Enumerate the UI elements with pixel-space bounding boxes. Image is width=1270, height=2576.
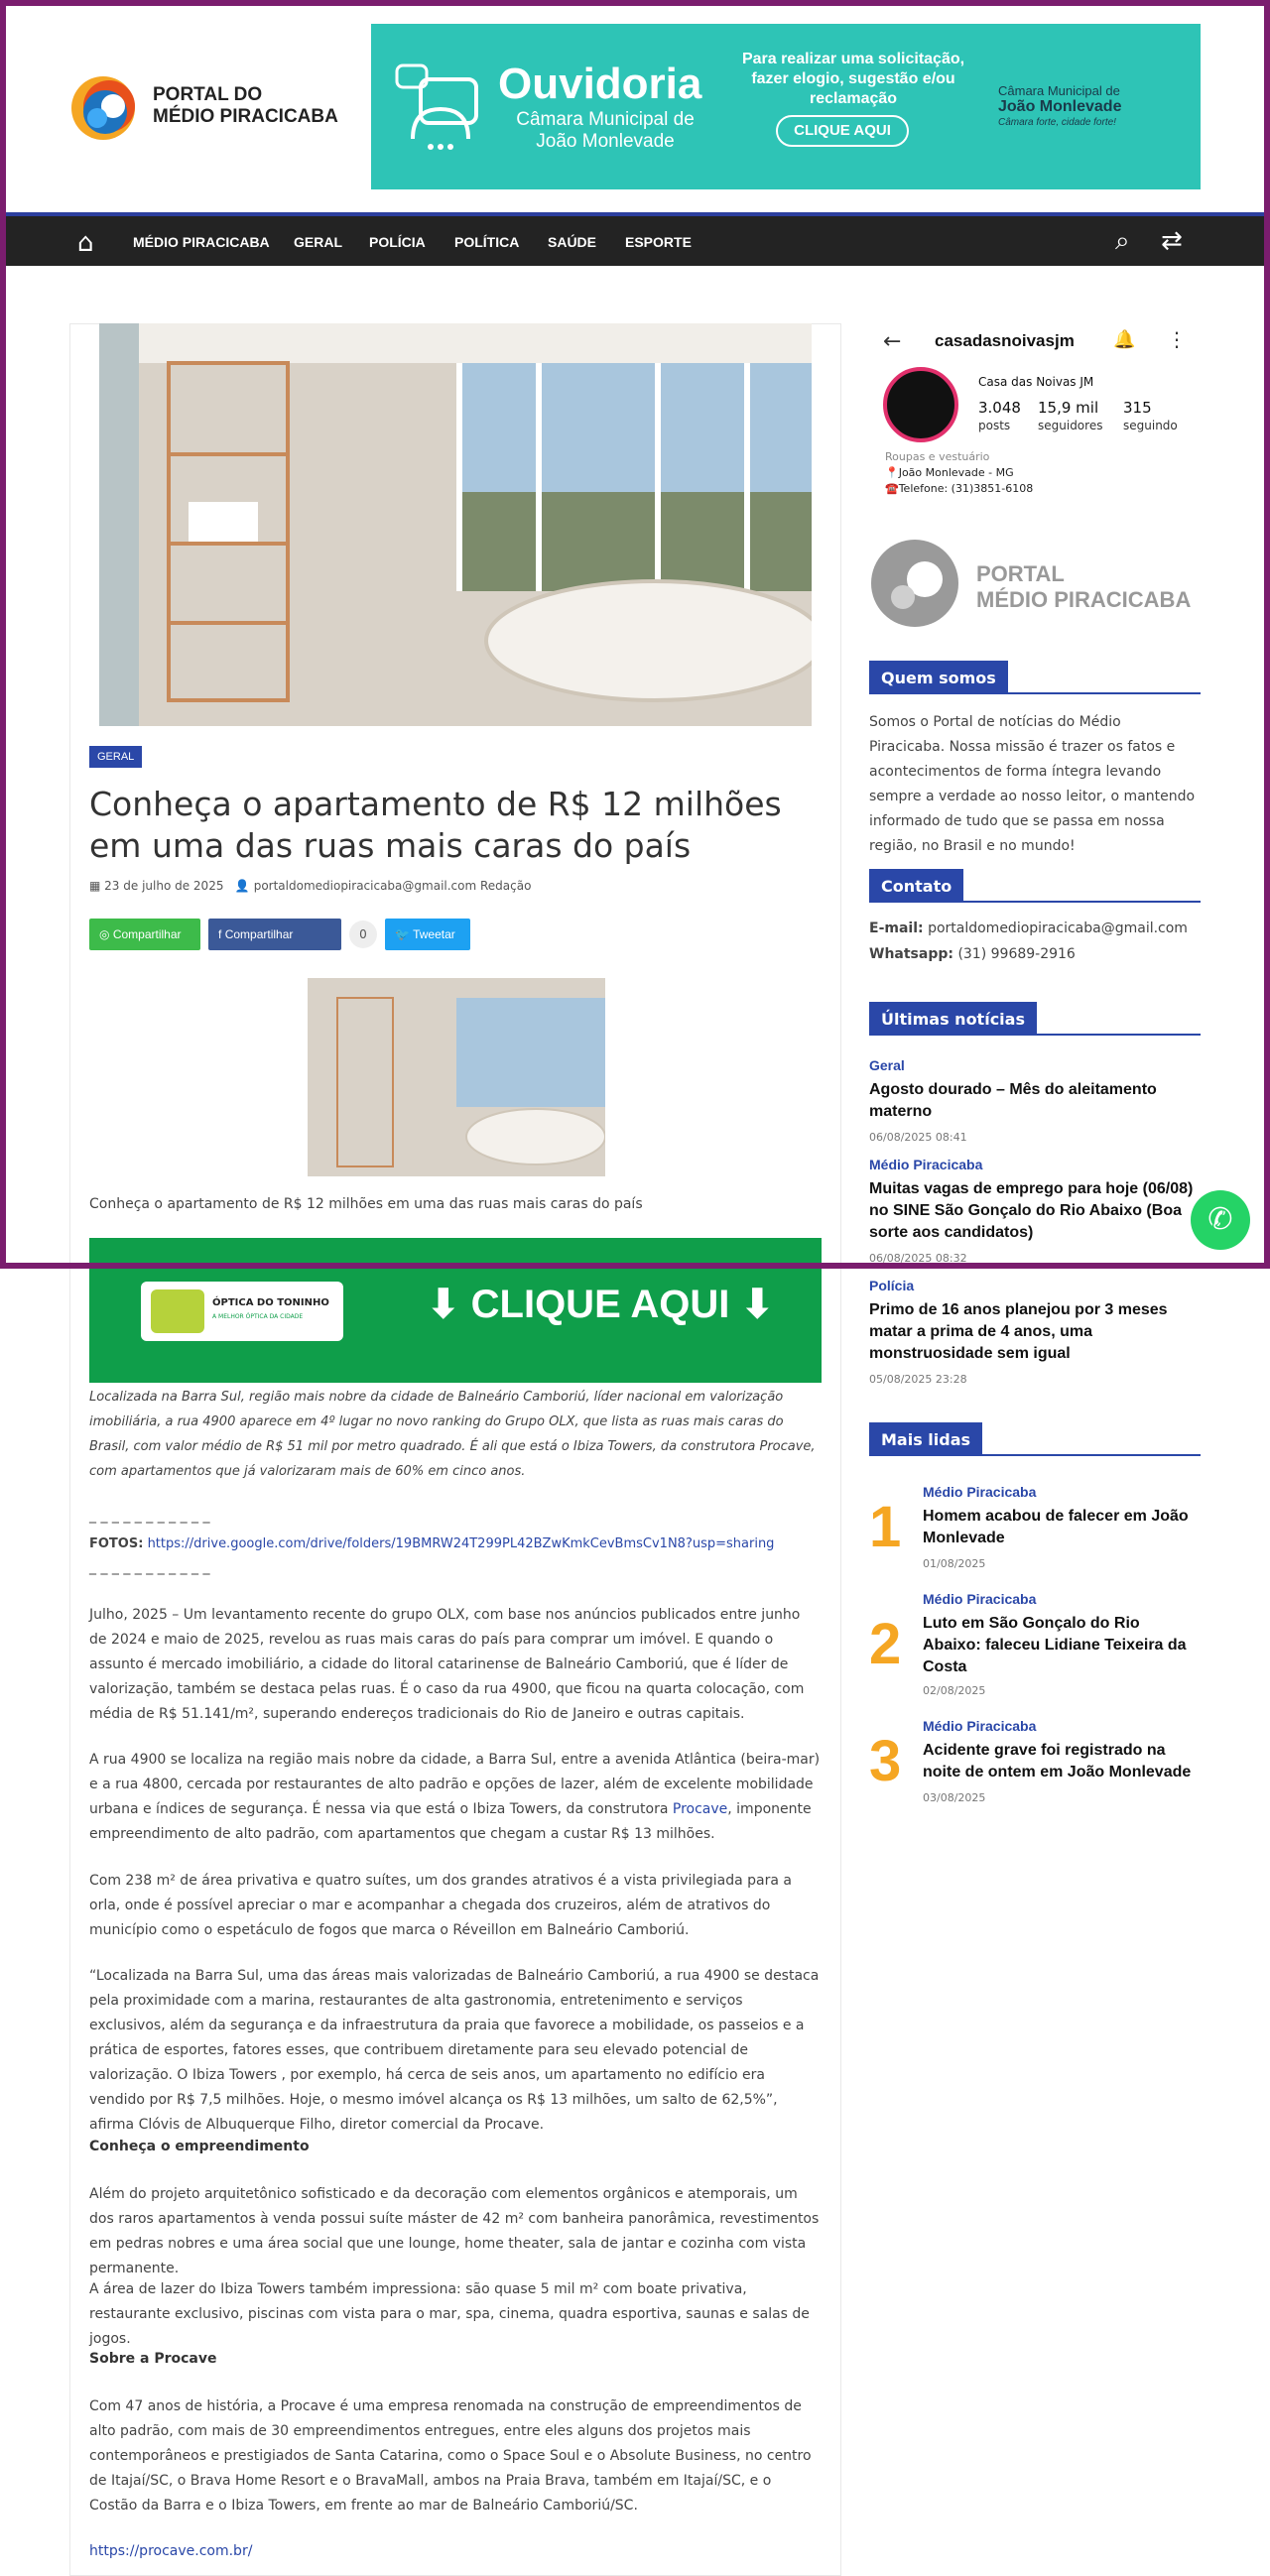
camara-line-1: Câmara Municipal de [998, 83, 1120, 98]
image-caption: Conheça o apartamento de R$ 12 milhões em uma das ruas mais caras do país [89, 1196, 643, 1212]
whatsapp-float-button[interactable] [1191, 1190, 1250, 1250]
most-read-title[interactable]: Luto em São Gonçalo do Rio Abaixo: faleceu Lidiane Teixeira da Costa [923, 1615, 1187, 1675]
quem-somos-title: Quem somos [869, 661, 1008, 694]
banner-cta-button[interactable]: CLIQUE AQUI [776, 115, 909, 147]
contato-whats-line [869, 946, 1076, 962]
article-meta [89, 879, 531, 893]
dashes-top: _ _ _ _ _ _ _ _ _ _ _ [89, 1508, 210, 1524]
insta-avatar[interactable] [883, 367, 958, 442]
twitter-share-button[interactable] [385, 919, 470, 950]
site-logo[interactable] [67, 63, 345, 149]
most-read-date: 03/08/2025 [923, 1791, 986, 1804]
latest-category[interactable]: Médio Piracicaba [869, 1157, 983, 1172]
insta-name: Casa das Noivas JM [978, 375, 1094, 389]
logo-line-1: PORTAL DO [153, 84, 263, 105]
logo-line-2: MÉDIO PIRACICABA [153, 106, 338, 127]
paragraph-3: Com 238 m² de área privativa e quatro suítes, um dos grandes atrativos é a vista privilegiada para a orla, onde é possível apreciar o mar e acompanhar a chegada dos cruzeiros, além de atrativos do município como o espetáculo de fogos que marca o Réveillon em Balneário Camboriú. [89, 1873, 792, 1938]
insta-category: Roupas e vestuário [885, 450, 990, 463]
insta-location: 📍João Monlevade - MG [885, 466, 1014, 479]
latest-date: 06/08/2025 08:41 [869, 1131, 967, 1144]
paragraph-2 [89, 1748, 822, 1847]
whatsapp-icon: ◎ [99, 927, 110, 941]
insta-posts: 3.048 [978, 399, 1021, 417]
whatsapp-float-icon: ✆ [1207, 1202, 1233, 1237]
insta-username[interactable]: casadasnoivasjm [935, 331, 1075, 350]
shuffle-icon[interactable]: ⇄ [1161, 226, 1183, 256]
rank-number: 1 [869, 1495, 902, 1559]
whatsapp-share-button[interactable] [89, 919, 200, 950]
paragraph-1: Julho, 2025 – Um levantamento recente do grupo OLX, com base nos anúncios publicados entre junho de 2024 e maio de 2025, revelou as ruas mais caras do país para comprar um imóvel. E quando o assunto é mercado imobiliário, a cidade do litoral catarinense de Balneário Camboriú, que é líder de valorização, também se destaca pelas ruas. É o caso da rua 4900, que ficou na quarta colocação, com média de R$ 51.141/m², superando endereços tradicionais do Rio de Janeiro e outras capitais. [89, 1607, 805, 1722]
banner-subtitle: Câmara Municipal de João Monlevade [516, 109, 695, 152]
insta-followers: 15,9 mil [1038, 399, 1099, 417]
sidebar-logo-line-1: PORTAL [976, 561, 1065, 586]
quem-somos-text: Somos o Portal de notícias do Médio Piracicaba. Nossa missão é trazer os fatos e acontecimentos de forma íntegra levando sempre a verdade ao nosso leitor, o mantendo informado de tudo que se passa em nossa região, no Brasil e no mundo! [869, 714, 1196, 854]
camara-line-2: João Monlevade [998, 98, 1122, 115]
share-bar [89, 919, 470, 950]
insta-followers-label: seguidores [1038, 419, 1103, 432]
contato-title: Contato [869, 869, 963, 903]
procave-link[interactable]: Procave [672, 1801, 728, 1817]
heading-procave: Sobre a Procave [89, 2351, 217, 2367]
nav-item-medio-piracicaba[interactable]: MÉDIO PIRACICABA [133, 234, 270, 250]
nav-item-politica[interactable]: POLÍTICA [454, 234, 520, 250]
facebook-share-label: Compartilhar [224, 927, 294, 941]
latest-title[interactable]: Muitas vagas de emprego para hoje (06/08) no SINE São Gonçalo do Rio Abaixo (Boa sorte aos candidatos) [869, 1180, 1194, 1241]
photos-label: FOTOS: [89, 1536, 144, 1551]
email-value[interactable]: portaldomediopiracicaba@gmail.com [928, 920, 1188, 936]
otica-brand-tag: A MELHOR ÓPTICA DA CIDADE [212, 1313, 304, 1320]
instagram-widget [869, 323, 1201, 512]
nav-item-saude[interactable]: SAÚDE [548, 234, 597, 250]
facebook-icon: f [218, 927, 222, 941]
search-icon[interactable]: ⌕ [1115, 226, 1130, 256]
latest-date: 05/08/2025 23:28 [869, 1373, 967, 1386]
paragraph-4: “Localizada na Barra Sul, uma das áreas mais valorizadas de Balneário Camboriú, a rua 4900 se destaca pela proximidade com a marina, restaurantes de alta gastronomia, entretenimento e serviços exclusivos, além da segurança e da infraestrutura da praia que favorece a mobilidade, os passeios e a prática de esportes, fatores esses, que contribuem diretamente para seu elevado potencial de valorização. O Ibiza Towers , por exemplo, há cerca de seis anos, um apartamento no edifício era vendido por R$ 7,5 milhões. Hoje, o mesmo imóvel alcança os R$ 13 milhões, um salto de 62,5%”, afirma Clóvis de Albuquerque Filho, diretor comercial da Procave. [89, 1968, 820, 2133]
latest-category[interactable]: Polícia [869, 1278, 915, 1293]
ultimas-header [869, 1002, 1201, 1036]
whats-value[interactable]: (31) 99689-2916 [957, 946, 1076, 962]
contato-header [869, 869, 1201, 903]
photos-link[interactable]: https://drive.google.com/drive/folders/19BMRW24T299PL42BZwKmkCevBmsCv1N8?usp=sharing [147, 1536, 775, 1551]
share-count: 0 [349, 920, 377, 948]
rank-number: 3 [869, 1729, 902, 1793]
paragraph-5: Além do projeto arquitetônico sofisticado e da decoração com elementos orgânicos e atemporais, um dos raros apartamentos à venda possui suíte máster de 42 m² com banheira panorâmica, revestimentos em pedras nobres e uma área social que une lounge, home theater, sala de jantar e cozinha com vista permanente. [89, 2186, 820, 2276]
article-lead: Localizada na Barra Sul, região mais nobre da cidade de Balneário Camboriú, líder nacional em valorização imobiliária, a rua 4900 aparece em 4º lugar no novo ranking do Grupo OLX, que lista as ruas mais caras do Brasil, com valor médio de R$ 51 mil por metro quadrado. É ali que está o Ibiza Towers, da construtora Procave, com apartamentos que já valorizaram mais de 60% em cinco anos. [89, 1390, 816, 1479]
paragraph-2-start: A rua 4900 se localiza na região mais nobre da cidade, a Barra Sul, entre a avenida Atlântica (beira-mar) e a rua 4800, cercada por restaurantes de alto padrão e opções de lazer, além de excelente mobilidade urbana e índices de segurança. É nessa via que está o Ibiza Towers, da construtora [89, 1752, 821, 1817]
otica-ad-banner[interactable] [89, 1238, 822, 1383]
otica-brand: ÓPTICA DO TONINHO [212, 1297, 329, 1308]
back-arrow-icon[interactable]: ← [883, 329, 902, 354]
rank-number: 2 [869, 1612, 902, 1676]
banner-request: Para realizar uma solicitação, fazer elogio, sugestão e/ou reclamação [741, 51, 965, 107]
category-badge[interactable]: GERAL [89, 746, 142, 768]
camara-slogan: Câmara forte, cidade forte! [998, 117, 1116, 128]
otica-cta[interactable]: ⬇ CLIQUE AQUI ⬇ [427, 1283, 774, 1326]
article-date[interactable]: 23 de julho de 2025 [104, 879, 224, 893]
paragraph-7: Com 47 anos de história, a Procave é uma empresa renomada na construção de empreendimentos de alto padrão, com mais de 30 empreendimentos entregues, entre eles alguns dos projetos mais contemporâneos e prestigiados de Santa Catarina, como o Space Soul e o Absolute Business, no centro de Itajaí/SC, o Brava Home Resort e o BravaMall, ambos na Praia Brava, também em Itajaí/SC, e o Costão da Barra e o Ibiza Towers, em frente ao mar de Balneário Camboriú/SC. [89, 2398, 812, 2514]
heading-empreendimento: Conheça o empreendimento [89, 2139, 310, 2154]
calendar-icon: ▦ [89, 879, 101, 893]
nav-item-esporte[interactable]: ESPORTE [625, 234, 692, 250]
latest-date: 06/08/2025 08:32 [869, 1252, 967, 1265]
home-icon[interactable]: ⌂ [77, 228, 94, 258]
latest-title[interactable]: Agosto dourado – Mês do aleitamento materno [869, 1081, 1157, 1120]
procave-site-link[interactable]: https://procave.com.br/ [89, 2543, 253, 2559]
most-read-title[interactable]: Homem acabou de falecer em João Monlevade [923, 1508, 1189, 1546]
most-read-title[interactable]: Acidente grave foi registrado na noite de ontem em João Monlevade [923, 1742, 1192, 1780]
paragraph-2-end: , imponente empreendimento de alto padrão, com apartamentos que chegam a custar R$ 13 milhões. [89, 1801, 812, 1842]
sidebar-logo-line-2: MÉDIO PIRACICABA [976, 587, 1192, 612]
most-read-category[interactable]: Médio Piracicaba [923, 1484, 1037, 1500]
featured-image[interactable] [99, 323, 812, 726]
facebook-share-button[interactable] [208, 919, 341, 950]
latest-category[interactable]: Geral [869, 1057, 905, 1073]
nav-item-geral[interactable]: GERAL [294, 234, 342, 250]
paragraph-6: A área de lazer do Ibiza Towers também impressiona: são quase 5 mil m² com boate privativa, restaurante exclusivo, piscinas com vista para o mar, spa, cinema, quadra esportiva, saunas e salas de jogos. [89, 2281, 810, 2347]
twitter-icon: 🐦 [395, 927, 410, 941]
author-icon: 👤 [234, 879, 250, 893]
insta-following-label: seguindo [1123, 419, 1178, 432]
latest-title[interactable]: Primo de 16 anos planejou por 3 meses matar a prima de 4 anos, uma monstruosidade sem igual [869, 1301, 1168, 1362]
insta-posts-label: posts [978, 419, 1011, 432]
article-inline-image[interactable] [308, 978, 605, 1176]
logo-icon [67, 66, 143, 146]
mais-lidas-header [869, 1422, 1201, 1456]
mais-lidas-title: Mais lidas [869, 1422, 982, 1456]
insta-following: 315 [1123, 399, 1152, 417]
whats-label: Whatsapp: [869, 946, 953, 962]
banner-title: Ouvidoria [498, 60, 702, 108]
otica-logo-icon [151, 1289, 204, 1333]
ouvidoria-banner[interactable] [371, 24, 1201, 189]
site-header [0, 0, 1270, 212]
otica-logo [141, 1282, 343, 1341]
bell-icon[interactable]: 🔔 [1113, 329, 1136, 350]
camara-label [998, 83, 1187, 131]
more-icon[interactable]: ⋮ [1167, 327, 1187, 351]
article-author[interactable]: portaldomediopiracicaba@gmail.com Redação [253, 879, 532, 893]
twitter-share-label: Tweetar [413, 927, 455, 941]
main-nav [0, 212, 1270, 266]
most-read-date: 02/08/2025 [923, 1684, 986, 1697]
most-read-category[interactable]: Médio Piracicaba [923, 1718, 1037, 1734]
article-title: Conheça o apartamento de R$ 12 milhões em uma das ruas mais caras do país [89, 785, 782, 865]
email-label: E-mail: [869, 920, 924, 936]
whatsapp-share-label: Compartilhar [112, 927, 182, 941]
most-read-category[interactable]: Médio Piracicaba [923, 1591, 1037, 1607]
procave-site-line [89, 2539, 822, 2564]
quem-somos-header [869, 661, 1201, 694]
ultimas-title: Últimas notícias [869, 1002, 1037, 1036]
nav-item-policia[interactable]: POLÍCIA [369, 234, 426, 250]
sidebar-logo-icon [869, 532, 968, 631]
most-read-date: 01/08/2025 [923, 1557, 986, 1570]
insta-phone: ☎️Telefone: (31)3851-6108 [885, 482, 1034, 495]
dashes-bottom: _ _ _ _ _ _ _ _ _ _ _ [89, 1559, 210, 1575]
chat-headset-icon [391, 60, 490, 159]
contato-email-line [869, 920, 1188, 936]
photos-line [89, 1532, 822, 1556]
sidebar-logo[interactable] [869, 532, 1201, 631]
